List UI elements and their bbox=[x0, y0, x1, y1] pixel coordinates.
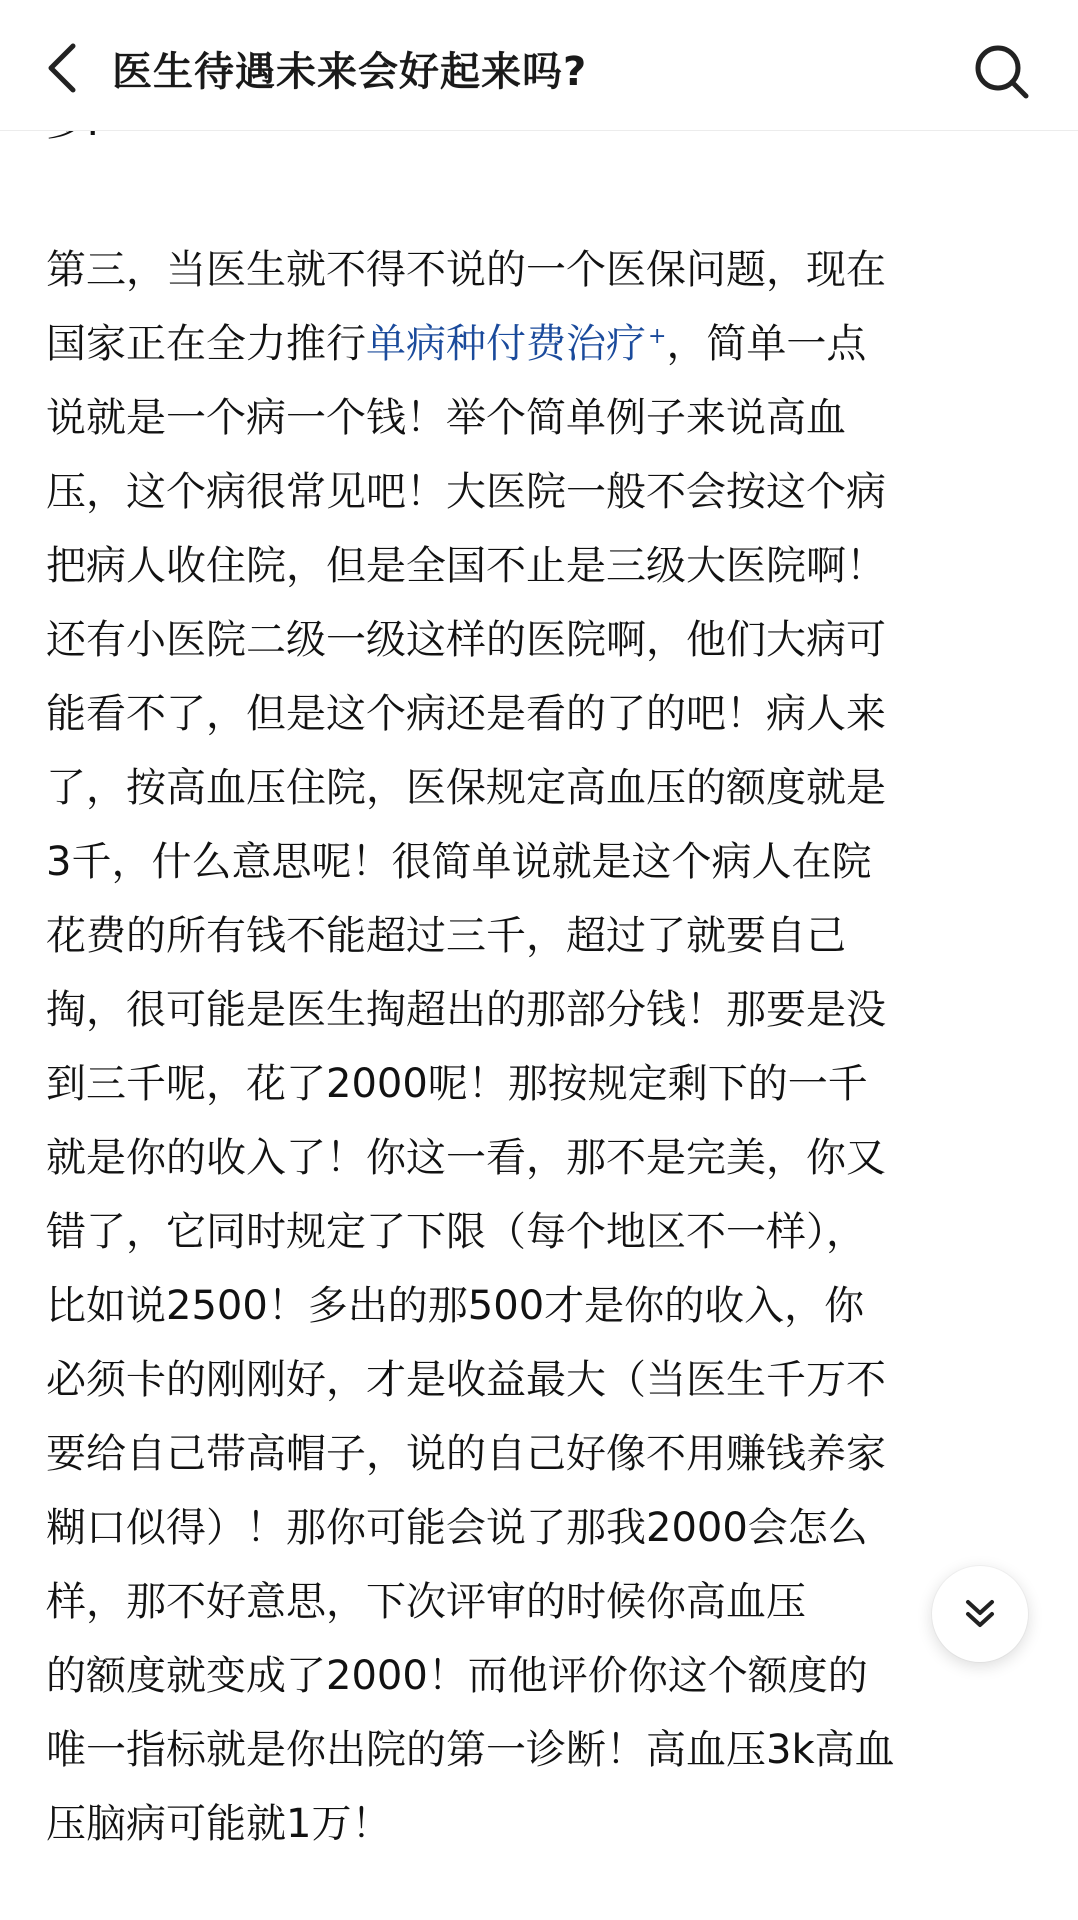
text-line: 糊口似得）！那你可能会说了那我2000会怎么 bbox=[46, 1505, 868, 1551]
text-line: 样，那不好意思，下次评审的时候你高血压 bbox=[46, 1579, 806, 1625]
text-line: 就是你的收入了！你这一看，那不是完美，你又 bbox=[46, 1135, 886, 1181]
text-line: 国家正在全力推行单病种付费治疗+，简单一点 bbox=[46, 321, 867, 367]
single-disease-payment-link[interactable]: 单病种付费治疗+ bbox=[366, 321, 667, 367]
text-line: 到三千呢，花了2000呢！那按规定剩下的一千 bbox=[46, 1061, 868, 1107]
text-line: 第三，当医生就不得不说的一个医保问题，现在 bbox=[46, 247, 886, 293]
text-line: 要给自己带高帽子，说的自己好像不用赚钱养家 bbox=[46, 1431, 886, 1477]
chevron-left-icon bbox=[45, 42, 79, 94]
double-chevron-down-icon bbox=[960, 1594, 1000, 1634]
search-button[interactable] bbox=[970, 40, 1034, 104]
article-body bbox=[46, 85, 1036, 1861]
text-line: 压，这个病很常见吧！大医院一般不会按这个病 bbox=[46, 469, 886, 515]
text-line: 的额度就变成了2000！而他评价你这个额度的 bbox=[46, 1653, 868, 1699]
text-line: 能看不了，但是这个病还是看的了的吧！病人来 bbox=[46, 691, 886, 737]
text-line: 掏，很可能是医生掏超出的那部分钱！那要是没 bbox=[46, 987, 886, 1033]
text-line: 比如说2500！多出的那500才是你的收入，你 bbox=[46, 1283, 865, 1329]
text-line: 花费的所有钱不能超过三千，超过了就要自己 bbox=[46, 913, 846, 959]
link-mark-icon: + bbox=[648, 323, 667, 349]
top-bar bbox=[0, 0, 1078, 131]
text-line: 必须卡的刚刚好，才是收益最大（当医生千万不 bbox=[46, 1357, 886, 1403]
text-line: 把病人收住院，但是全国不止是三级大医院啊！ bbox=[46, 543, 886, 589]
text-line: 压脑病可能就1万！ bbox=[46, 1801, 392, 1847]
text-line: 错了，它同时规定了下限（每个地区不一样）， bbox=[46, 1209, 866, 1255]
text-line: 还有小医院二级一级这样的医院啊，他们大病可 bbox=[46, 617, 886, 663]
text-line: 3千，什么意思呢！很简单说就是这个病人在院 bbox=[46, 839, 872, 885]
text-line: 说就是一个病一个钱！举个简单例子来说高血 bbox=[46, 395, 846, 441]
back-button[interactable] bbox=[34, 36, 90, 100]
paragraph-third bbox=[46, 233, 1036, 1861]
search-icon bbox=[972, 42, 1032, 102]
scroll-down-button[interactable] bbox=[932, 1566, 1028, 1662]
text-line: 唯一指标就是你出院的第一诊断！高血压3k高血 bbox=[46, 1727, 895, 1773]
text-line: 了，按高血压住院，医保规定高血压的额度就是 bbox=[46, 765, 886, 811]
page-title: 医生待遇未来会好起来吗? bbox=[112, 49, 588, 95]
